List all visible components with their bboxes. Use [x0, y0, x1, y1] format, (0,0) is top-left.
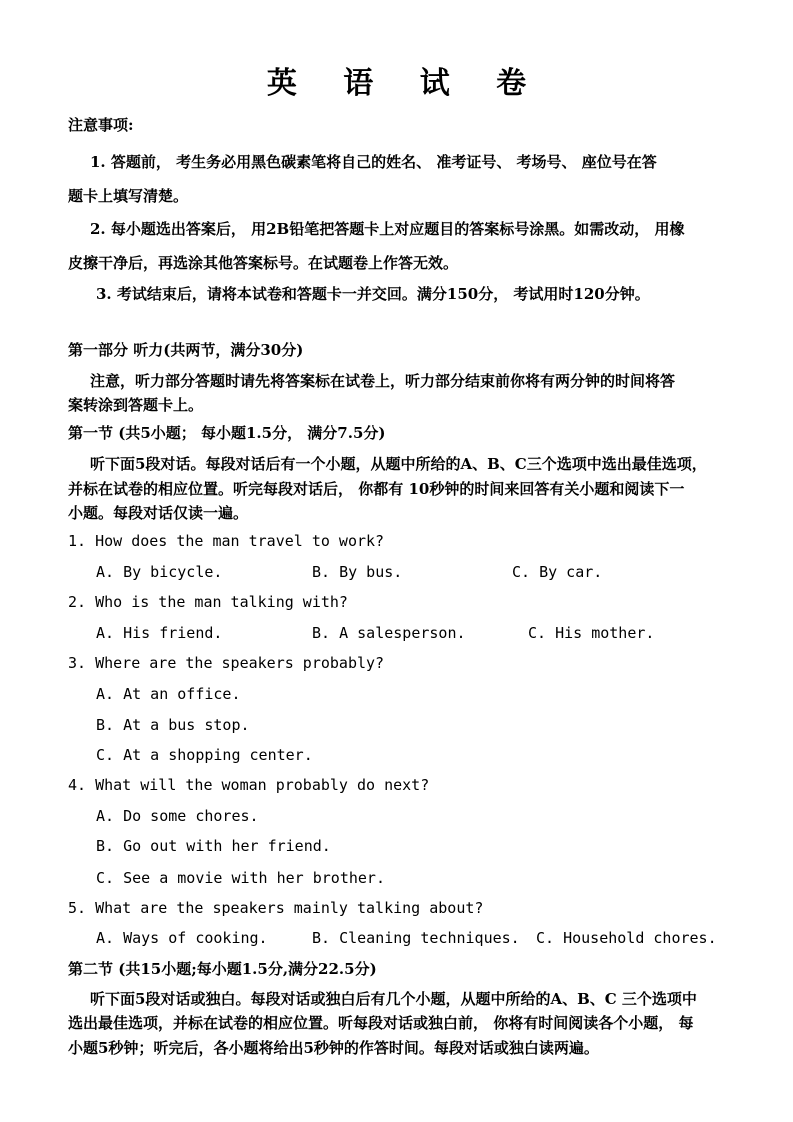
part1-heading: 第一部分 听力(共两节，满分30分)	[68, 341, 304, 359]
question-4-option-b: B. Go out with her friend.	[96, 837, 331, 855]
question-2-option-b: B. A salesperson.	[312, 624, 466, 642]
question-3-option-c: C. At a shopping center.	[96, 746, 313, 764]
question-2-option-c: C. His mother.	[528, 624, 655, 642]
question-2-stem: 2. Who is the man talking with?	[68, 593, 348, 611]
section1-intro-line-1: 听下面5段对话。每段对话后有一个小题，从题中所给的A、B、C三个选项中选出最佳选项，	[90, 455, 707, 473]
notice-1-line-1: 1. 答题前， 考生务必用黑色碳素笔将自己的姓名、 准考证号、 考场号、 座位号在答	[90, 153, 657, 171]
notice-1-line-2: 题卡上填写清楚。	[68, 187, 189, 205]
question-5-stem: 5. What are the speakers mainly talking about?	[68, 899, 484, 917]
notice-3: 3. 考试结束后，请将本试卷和答题卡一并交回。满分150分， 考试用时120分钟。	[96, 285, 650, 303]
question-5-option-a: A. Ways of cooking.	[96, 929, 268, 947]
question-5-option-c: C. Household chores.	[536, 929, 717, 947]
question-3-stem: 3. Where are the speakers probably?	[68, 654, 385, 672]
notice-2-line-2: 皮擦干净后，再选涂其他答案标号。在试题卷上作答无效。	[68, 254, 459, 272]
page-title: 英 语 试 卷	[266, 66, 545, 101]
question-2-option-a: A. His friend.	[96, 624, 223, 642]
question-4-option-c: C. See a movie with her brother.	[96, 869, 385, 887]
question-1-option-b: B. By bus.	[312, 563, 403, 581]
question-3-option-b: B. At a bus stop.	[96, 716, 250, 734]
section1-heading: 第一节 (共5小题； 每小题1.5分， 满分7.5分)	[68, 424, 386, 442]
question-5-option-b: B. Cleaning techniques.	[312, 929, 520, 947]
question-3-option-a: A. At an office.	[96, 685, 241, 703]
part1-note-line-2: 案转涂到答题卡上。	[68, 396, 204, 414]
section2-heading: 第二节 (共15小题;每小题1.5分,满分22.5分)	[68, 960, 377, 978]
question-4-option-a: A. Do some chores.	[96, 807, 259, 825]
notice-2-line-1: 2. 每小题选出答案后， 用2B铅笔把答题卡上对应题目的答案标号涂黑。如需改动， 用橡	[90, 220, 685, 238]
section2-intro-line-2: 选出最佳选项，并标在试卷的相应位置。听每段对话或独白前， 你将有时间阅读各个小题， 每	[68, 1014, 694, 1032]
part1-note-line-1: 注意，听力部分答题时请先将答案标在试卷上，听力部分结束前你将有两分钟的时间将答	[90, 372, 676, 390]
question-1-stem: 1. How does the man travel to work?	[68, 532, 385, 550]
question-1-option-a: A. By bicycle.	[96, 563, 223, 581]
question-1-option-c: C. By car.	[512, 563, 603, 581]
section2-intro-line-1: 听下面5段对话或独白。每段对话或独白后有几个小题，从题中所给的A、B、C 三个选项中	[90, 990, 697, 1008]
section1-intro-line-2: 并标在试卷的相应位置。听完每段对话后， 你都有 10秒钟的时间来回答有关小题和阅读下一	[68, 480, 685, 498]
section1-intro-line-3: 小题。每段对话仅读一遍。	[68, 504, 249, 522]
section2-intro-line-3: 小题5秒钟；听完后，各小题将给出5秒钟的作答时间。每段对话或独白读两遍。	[68, 1039, 599, 1057]
question-4-stem: 4. What will the woman probably do next?	[68, 776, 430, 794]
notice-heading: 注意事项:	[68, 116, 134, 134]
